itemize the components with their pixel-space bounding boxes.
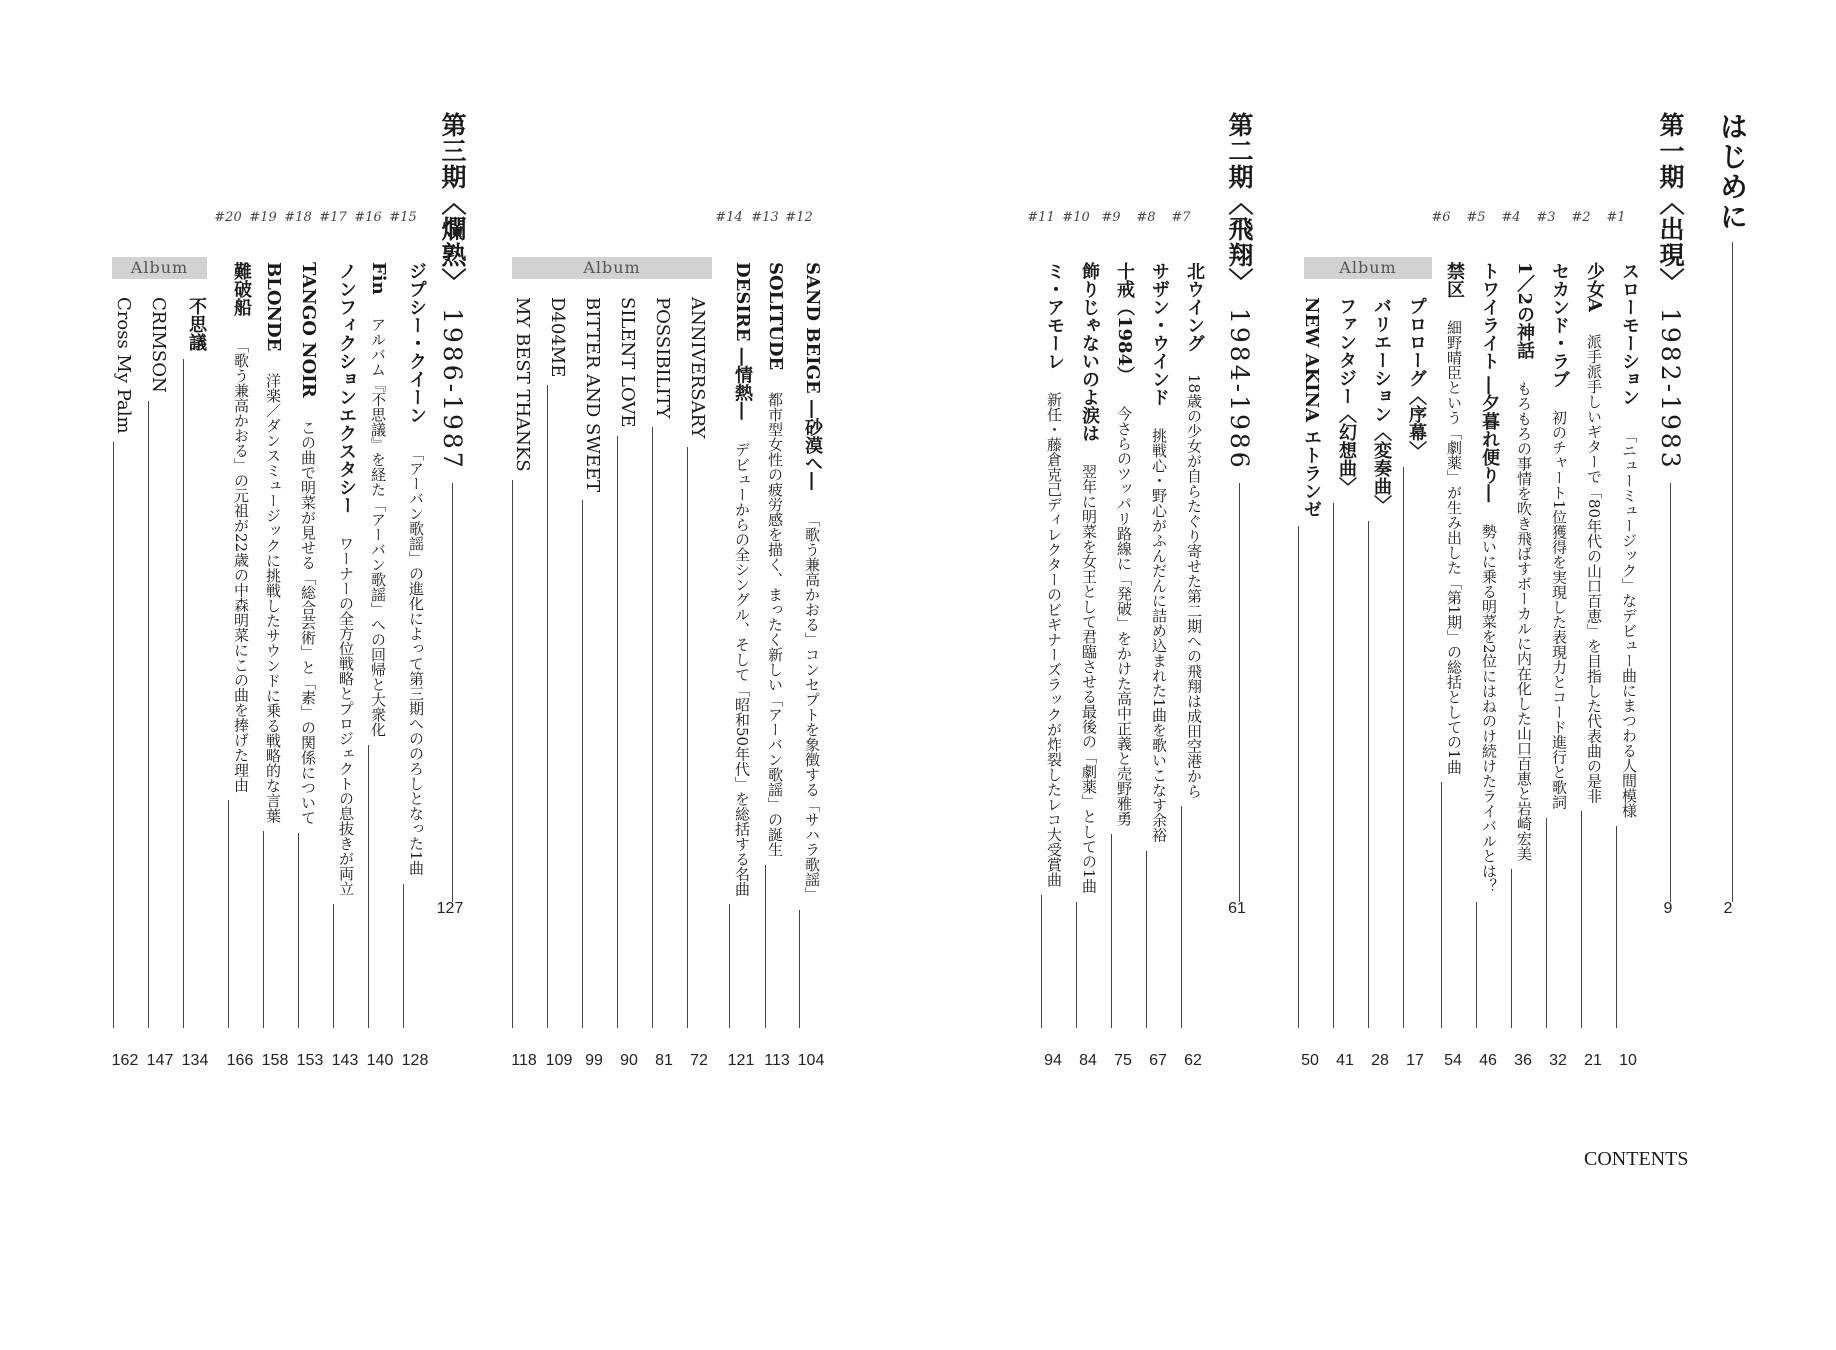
track-title: BLONDE — [263, 262, 284, 352]
album-body — [687, 297, 708, 439]
page-number: 127 — [436, 900, 464, 917]
track-number: #7 — [1171, 210, 1191, 225]
leader-line — [1111, 834, 1112, 1028]
album-body — [148, 297, 169, 393]
album-title: Cross My Palm — [113, 297, 134, 434]
track-number: #5 — [1466, 210, 1486, 225]
leader-line — [183, 359, 184, 1028]
track-body — [765, 262, 786, 857]
album-title: MY BEST THANKS — [512, 297, 533, 472]
track-title: 少女A — [1584, 262, 1605, 312]
leader-line — [452, 483, 453, 902]
track-body — [228, 262, 254, 792]
album-body — [652, 297, 673, 419]
track-description: 18歳の少女が自らたぐり寄せた第二期への飛翔は成田空港から — [1185, 374, 1203, 799]
leader-line — [403, 884, 404, 1028]
track-number: #3 — [1536, 210, 1556, 225]
track-number: #14 — [715, 210, 743, 225]
album-title: POSSIBILITY — [652, 297, 673, 419]
page-number: 46 — [1479, 1052, 1497, 1069]
track-number: #17 — [319, 210, 347, 225]
page-number: 121 — [727, 1052, 755, 1069]
track-description: 細野晴臣という「劇薬」が生み出した「第1期」の総括としての1曲 — [1445, 320, 1463, 775]
track-title: 北ウイング — [1184, 262, 1205, 352]
track-description: 勢いに乗る明菜を2位にはねのけ続けたライバルとは？ — [1480, 524, 1498, 894]
page-number: 50 — [1301, 1052, 1319, 1069]
album-body — [1368, 297, 1394, 513]
page-number: 166 — [226, 1052, 254, 1069]
track-description: 「歌う兼高かおる」コンセプトを象徴する「サハラ歌謡」 — [803, 512, 821, 903]
track-number: #12 — [785, 210, 813, 225]
track-number: #9 — [1101, 210, 1121, 225]
leader-line — [1403, 467, 1404, 1028]
track-title: 1／2の神話 — [1514, 262, 1535, 360]
intro-title[interactable] — [1712, 112, 1752, 232]
track-title: SAND BEIGE ―砂漠へ― — [802, 262, 823, 491]
album-body — [617, 297, 638, 428]
album-title: NEW AKINA エトランゼ — [1301, 297, 1322, 519]
page-number: 147 — [146, 1052, 174, 1069]
track-body — [1111, 262, 1137, 826]
track-number: #10 — [1062, 210, 1090, 225]
track-title: 禁区 — [1444, 262, 1465, 298]
page-number: 72 — [690, 1052, 708, 1069]
track-number: #1 — [1606, 210, 1626, 225]
section-years: 1984-1986 — [1225, 308, 1254, 471]
page-number: 84 — [1079, 1052, 1097, 1069]
leader-line — [333, 904, 334, 1028]
section-title: 第二期〈飛翔〉 — [1225, 112, 1254, 294]
contents-label: CONTENTS — [1584, 1148, 1689, 1170]
page-number: 90 — [620, 1052, 638, 1069]
page-number: 140 — [366, 1052, 394, 1069]
page-number: 41 — [1336, 1052, 1354, 1069]
leader-line — [1670, 483, 1671, 902]
album-label: Album — [512, 257, 712, 279]
page-number: 143 — [331, 1052, 359, 1069]
track-body — [298, 262, 319, 825]
leader-line — [512, 480, 513, 1028]
leader-line — [687, 447, 688, 1028]
track-body — [1146, 262, 1172, 843]
track-body — [1581, 262, 1607, 803]
leader-line — [1732, 242, 1733, 902]
leader-line — [1441, 782, 1442, 1028]
album-title: SILENT LOVE — [617, 297, 638, 428]
track-title: サザン・ウインド — [1149, 262, 1170, 406]
album-body — [547, 297, 568, 377]
track-description: 「歌う兼高かおる」の元祖が22歳の中森明菜にこの曲を捧げた理由 — [232, 338, 250, 793]
leader-line — [1076, 902, 1077, 1028]
page-number: 128 — [401, 1052, 429, 1069]
track-number: #18 — [284, 210, 312, 225]
album-title: バリエーション〈変奏曲〉 — [1371, 297, 1392, 513]
track-body — [1546, 262, 1572, 810]
page-number: 9 — [1663, 900, 1673, 917]
section-years: 1982-1983 — [1656, 308, 1685, 471]
track-title: ジプシー・クイーン — [406, 262, 427, 424]
section-heading[interactable] — [434, 112, 470, 471]
page-number: 162 — [111, 1052, 139, 1069]
track-title: ノンフィクションエクスタシー — [336, 262, 357, 514]
track-number: #20 — [214, 210, 242, 225]
track-body — [1441, 262, 1467, 774]
track-body — [729, 262, 755, 896]
page-number: 10 — [1619, 1052, 1637, 1069]
page-number: 62 — [1184, 1052, 1202, 1069]
page-number: 134 — [181, 1052, 209, 1069]
album-title: BITTER AND SWEET — [582, 297, 603, 493]
track-number: #11 — [1027, 210, 1055, 225]
leader-line — [547, 385, 548, 1028]
track-title: DESIRE ―情熱― — [732, 262, 753, 420]
leader-line — [1616, 826, 1617, 1028]
album-title: CRIMSON — [148, 297, 169, 393]
leader-line — [582, 500, 583, 1028]
album-label: Album — [112, 257, 207, 279]
page-number: 21 — [1584, 1052, 1602, 1069]
track-body — [1476, 262, 1502, 894]
album-body — [1298, 297, 1324, 518]
track-body — [263, 262, 284, 823]
track-title: Fin — [368, 262, 389, 295]
track-title: スローモーション — [1619, 262, 1640, 406]
page-number: 99 — [585, 1052, 603, 1069]
track-number: #16 — [354, 210, 382, 225]
page-number: 94 — [1044, 1052, 1062, 1069]
page-number: 118 — [511, 1052, 537, 1069]
page-number: 158 — [261, 1052, 289, 1069]
leader-line — [1146, 851, 1147, 1028]
track-title: 十戒（1984） — [1114, 262, 1135, 385]
leader-line — [1511, 869, 1512, 1028]
page-number: 75 — [1114, 1052, 1132, 1069]
track-number: #19 — [249, 210, 277, 225]
leader-line — [368, 745, 369, 1028]
track-description: 新任・藤倉克己ディレクターのビギナーズラックが炸裂したレコ大受賞曲 — [1045, 392, 1063, 887]
track-number: #13 — [751, 210, 779, 225]
leader-line — [729, 904, 730, 1028]
page-number: 28 — [1371, 1052, 1389, 1069]
page-number: 54 — [1444, 1052, 1462, 1069]
intro-title-text: はじめに — [1716, 112, 1749, 232]
page-number: 2 — [1723, 900, 1733, 917]
leader-line — [1333, 503, 1334, 1028]
track-body — [403, 262, 429, 876]
section-years: 1986-1987 — [438, 308, 467, 471]
album-title: D404ME — [547, 297, 568, 378]
track-description: 都市型女性の疲労感を描く、まったく新しい「アーバン歌謡」の誕生 — [766, 392, 784, 858]
track-description: 初のチャート1位獲得を実現した表現力とコード進行と歌詞 — [1550, 410, 1568, 810]
track-description: もろもろの事情を吹き飛ばすボーカルに内在化した山口百恵と岩崎宏美 — [1515, 381, 1533, 862]
track-body — [1181, 262, 1207, 798]
track-number: #4 — [1501, 210, 1521, 225]
track-title: 飾りじゃないのよ涙は — [1079, 262, 1100, 442]
track-title: セカンド・ラブ — [1549, 262, 1570, 388]
leader-line — [263, 831, 264, 1028]
track-body — [1511, 262, 1537, 861]
section-heading[interactable] — [1221, 112, 1257, 471]
track-number: #15 — [389, 210, 417, 225]
page-number: 113 — [764, 1052, 790, 1069]
album-body — [1333, 297, 1359, 495]
leader-line — [298, 833, 299, 1028]
track-body — [799, 262, 825, 902]
album-title: ファンタジー〈幻想曲〉 — [1336, 297, 1357, 495]
album-title: プロローグ〈序幕〉 — [1406, 297, 1427, 459]
leader-line — [652, 427, 653, 1028]
album-body — [512, 297, 533, 472]
track-number: #2 — [1571, 210, 1591, 225]
track-description: 翌年に明菜を女王として君臨させる最後の「劇薬」としての1曲 — [1080, 464, 1098, 894]
leader-line — [148, 401, 149, 1028]
track-description: 「ニューミュージック」なデビュー曲にまつわる人間模様 — [1620, 428, 1638, 818]
leader-line — [113, 442, 114, 1028]
section-title: 第三期〈爛熟〉 — [438, 112, 467, 294]
leader-line — [1581, 811, 1582, 1028]
album-body — [582, 297, 603, 492]
leader-line — [228, 800, 229, 1028]
track-body — [1076, 262, 1102, 894]
leader-line — [1298, 526, 1299, 1028]
page-number: 67 — [1149, 1052, 1167, 1069]
track-body — [1041, 262, 1067, 887]
page-number: 81 — [655, 1052, 673, 1069]
track-description: 派手派手しいギターで「80年代の山口百恵」を目指した代表曲の是非 — [1585, 333, 1603, 804]
album-title: ANNIVERSARY — [687, 297, 708, 439]
track-number: #6 — [1431, 210, 1451, 225]
leader-line — [1239, 483, 1240, 902]
track-title: 難破船 — [231, 262, 252, 316]
track-body — [1616, 262, 1642, 818]
track-title: ミ・アモーレ — [1044, 262, 1065, 370]
page-number: 109 — [545, 1052, 573, 1069]
page-number: 61 — [1228, 900, 1246, 917]
track-title: TANGO NOIR — [298, 262, 319, 398]
album-body — [113, 297, 134, 434]
track-description: ワーナーの全方位戦略とプロジェクトの息抜きが両立 — [337, 536, 355, 896]
album-title: 不思議 — [186, 297, 207, 351]
section-title: 第一期〈出現〉 — [1656, 112, 1685, 294]
leader-line — [1476, 902, 1477, 1028]
track-body — [368, 262, 389, 737]
track-description: 洋楽／ダンスミュージックに挑戦したサウンドに乗る戦略的な言葉 — [264, 373, 282, 824]
album-body — [1403, 297, 1429, 459]
page-number: 17 — [1406, 1052, 1424, 1069]
track-body — [333, 262, 359, 896]
leader-line — [1041, 895, 1042, 1028]
page-number: 104 — [797, 1052, 825, 1069]
page-number: 153 — [296, 1052, 324, 1069]
leader-line — [1181, 806, 1182, 1028]
leader-line — [765, 865, 766, 1028]
track-description: 挑戦心・野心がふんだんに詰め込まれた1曲を歌いこなす余裕 — [1150, 428, 1168, 843]
leader-line — [617, 436, 618, 1028]
leader-line — [799, 910, 800, 1028]
album-label: Album — [1304, 257, 1432, 279]
page-number: 36 — [1514, 1052, 1532, 1069]
leader-line — [1368, 521, 1369, 1028]
track-description: この曲で明菜が見せる「総合芸術」と「素」の関係について — [299, 419, 317, 825]
leader-line — [1546, 818, 1547, 1028]
track-title: トワイライト ―夕暮れ便り― — [1479, 262, 1500, 503]
track-description: デビューからの全シングル、そして「昭和50年代」を総括する名曲 — [733, 441, 751, 896]
page-number: 32 — [1549, 1052, 1567, 1069]
section-heading[interactable] — [1652, 112, 1688, 471]
track-description: アルバム『不思議』を経た「アーバン歌謡」への回帰と大衆化 — [369, 316, 387, 737]
track-description: 今さらのツッパリ路線に「発破」をかけた高中正義と売野雅勇 — [1115, 406, 1133, 827]
track-title: SOLITUDE — [765, 262, 786, 371]
album-body — [183, 297, 209, 351]
track-number: #8 — [1136, 210, 1156, 225]
track-description: 「アーバン歌謡」の進化によって第三期へののろしとなった1曲 — [407, 446, 425, 876]
